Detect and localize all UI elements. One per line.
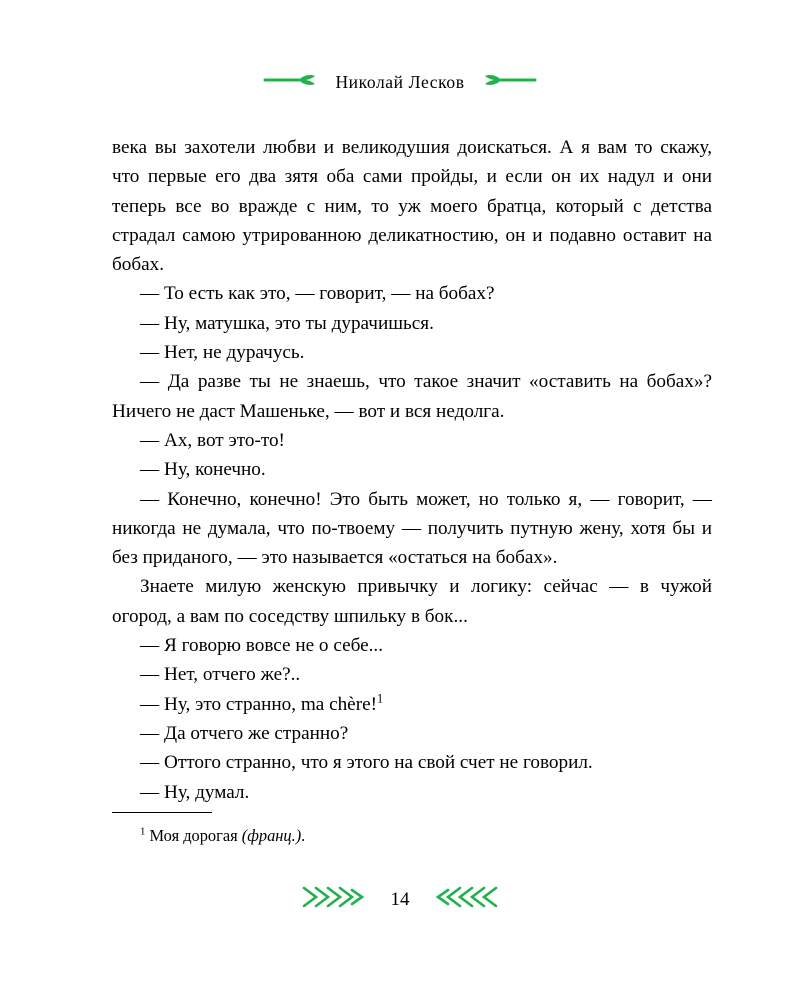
footnote-trailing: . [301, 826, 306, 845]
footnote [112, 824, 712, 848]
paragraph: — Конечно, конечно! Это быть может, но только я, — говорит, — никогда не думала, что по-твоему — получить путную жену, хотя бы и без приданого, — это называется «остаться на бобах». [112, 488, 712, 569]
paragraph: — Ну, думал. [140, 781, 250, 803]
footnote-reference-marker[interactable]: 1 [377, 691, 384, 706]
paragraph: — Ну, матушка, это ты дурачишься. [140, 312, 434, 334]
page-footer [0, 884, 800, 915]
paragraph: века вы захотели любви и великодушия доискаться. А я вам то скажу, что первые его два зятя оба сами пройды, и если он их надул и они теперь все во вражде с ним, то уж моего братца, который с детства страдал самою утрированною деликатностию, он и подавно оставит на бобах. [112, 137, 712, 276]
leaf-dash-ornament-left [263, 73, 317, 92]
paragraph: — Ах, вот это-то! [140, 429, 285, 451]
footnote-separator-rule [112, 812, 212, 813]
paragraph: — То есть как это, — говорит, — на бобах? [140, 283, 495, 305]
paragraph: Знаете милую женскую привычку и логику: сейчас — в чужой огород, а вам по соседству шпильку в бок... [112, 576, 712, 627]
fern-arrow-ornament-right [434, 884, 500, 915]
fern-arrow-ornament-left [300, 884, 366, 915]
page-body-text [112, 133, 712, 807]
paragraph: — Ну, конечно. [140, 459, 266, 481]
paragraph-with-footnote [112, 690, 712, 719]
paragraph: — Да разве ты не знаешь, что такое значит «оставить на бобах»? Ничего не даст Машеньке, — вот и вся недолга. [112, 371, 712, 422]
footnote-text: Моя дорогая [149, 826, 238, 845]
paragraph: — Нет, не дурачусь. [140, 342, 305, 364]
paragraph: — Оттого странно, что я этого на свой счет не говорил. [140, 752, 593, 774]
paragraph: — Нет, отчего же?.. [140, 664, 301, 686]
paragraph: — Да отчего же странно? [140, 722, 349, 744]
leaf-dash-ornament-right [483, 73, 537, 92]
footnote-marker: 1 [140, 825, 146, 838]
paragraph: — Я говорю вовсе не о себе... [140, 635, 384, 657]
running-head-author: Николай Лесков [335, 72, 465, 92]
running-head [0, 72, 800, 93]
footnote-source-language: (франц.) [241, 826, 302, 845]
paragraph-text: — Ну, это странно, ma chère! [140, 693, 377, 715]
page-number: 14 [390, 888, 410, 910]
